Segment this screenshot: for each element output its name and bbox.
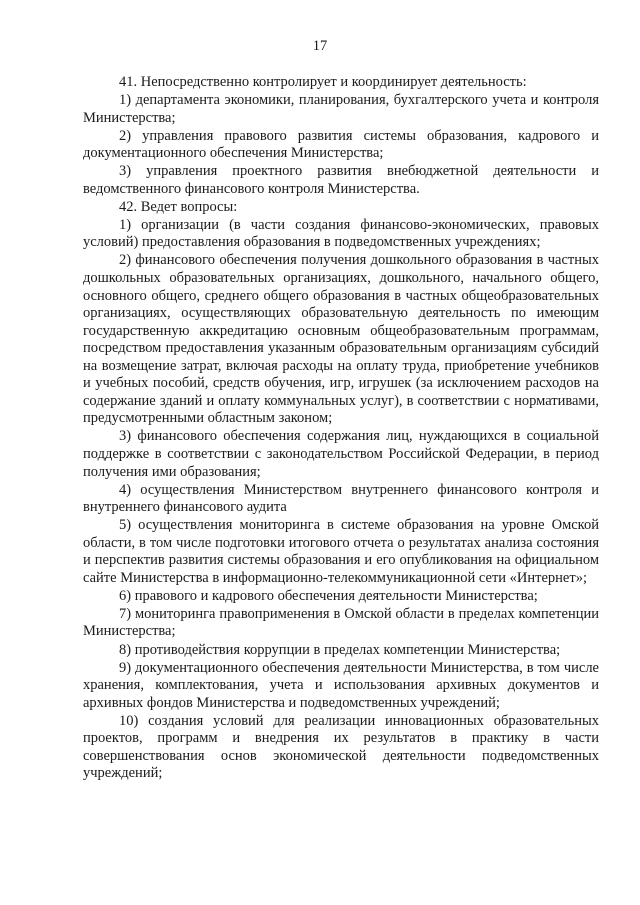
- paragraph-41-item-3: 3) управления проектного развития внебюджетной деятельности и ведомственного финансового контроля Министерства.: [83, 163, 599, 197]
- paragraph-42-heading: 42. Ведет вопросы:: [119, 198, 238, 215]
- paragraph-42-item-6: 6) правового и кадрового обеспечения деятельности Министерства;: [119, 587, 538, 604]
- paragraph-42-item-3: 3) финансового обеспечения содержания лиц, нуждающихся в социальной поддержке в соответствии с законодательством Российской Федерации, в период получения ими образования;: [83, 428, 599, 480]
- page-number: 17: [312, 38, 328, 54]
- paragraph-42-item-8: 8) противодействия коррупции в пределах компетенции Министерства;: [119, 641, 561, 658]
- document-body: [83, 74, 599, 783]
- paragraph-42-item-10: 10) создания условий для реализации инновационных образовательных проектов, программ и внедрения их результатов в практику в части совершенствования основ экономической деятельности подведомственных учреждений;: [83, 712, 599, 782]
- paragraph-42-item-4: 4) осуществления Министерством внутреннего финансового контроля и внутреннего финансового аудита: [83, 481, 599, 516]
- paragraph-42-item-7: 7) мониторинга правоприменения в Омской области в пределах компетенции Министерства;: [83, 605, 599, 640]
- paragraph-41-item-2: 2) управления правового развития системы образования, кадрового и документационного обеспечения Министерства;: [83, 127, 599, 162]
- paragraph-41-item-1: 1) департамента экономики, планирования, бухгалтерского учета и контроля Министерства;: [83, 92, 599, 126]
- paragraph-42-item-2: 2) финансового обеспечения получения дошкольного образования в частных дошкольных образовательных организациях, дошкольного, начального общего, основного общего, среднего общего образования в частных общеобразовательных организациях, осуществляющих образовательную деятельность по имеющим государственную аккредитацию основным общеобразовательным программам, посредством предоставления указанным образовательным организациям субсидий на возмещение затрат, включая расходы на оплату труда, приобретение учебников и учебных пособий, средств обучения, игр, игрушек (за исключением расходов на содержание зданий и оплату коммунальных услуг), в соответствии с нормативами, предусмотренными областным законом;: [83, 252, 599, 427]
- paragraph-42-item-5: 5) осуществления мониторинга в системе образования на уровне Омской области, в том числе подготовки итогового отчета о результатах анализа состояния и перспектив развития системы образования и его опубликования на официальном сайте Министерства в информационно-телекоммуникационной сети «Интернет»;: [83, 517, 599, 586]
- paragraph-42-item-9: 9) документационного обеспечения деятельности Министерства, в том числе хранения, комплектования, учета и использования архивных документов и архивных фондов Министерства и подведомственных учреждений;: [83, 659, 599, 711]
- paragraph-42-item-1: 1) организации (в части создания финансово-экономических, правовых условий) предоставления образования в подведомственных учреждениях;: [83, 216, 599, 251]
- paragraph-41-heading: 41. Непосредственно контролирует и координирует деятельность:: [119, 74, 527, 90]
